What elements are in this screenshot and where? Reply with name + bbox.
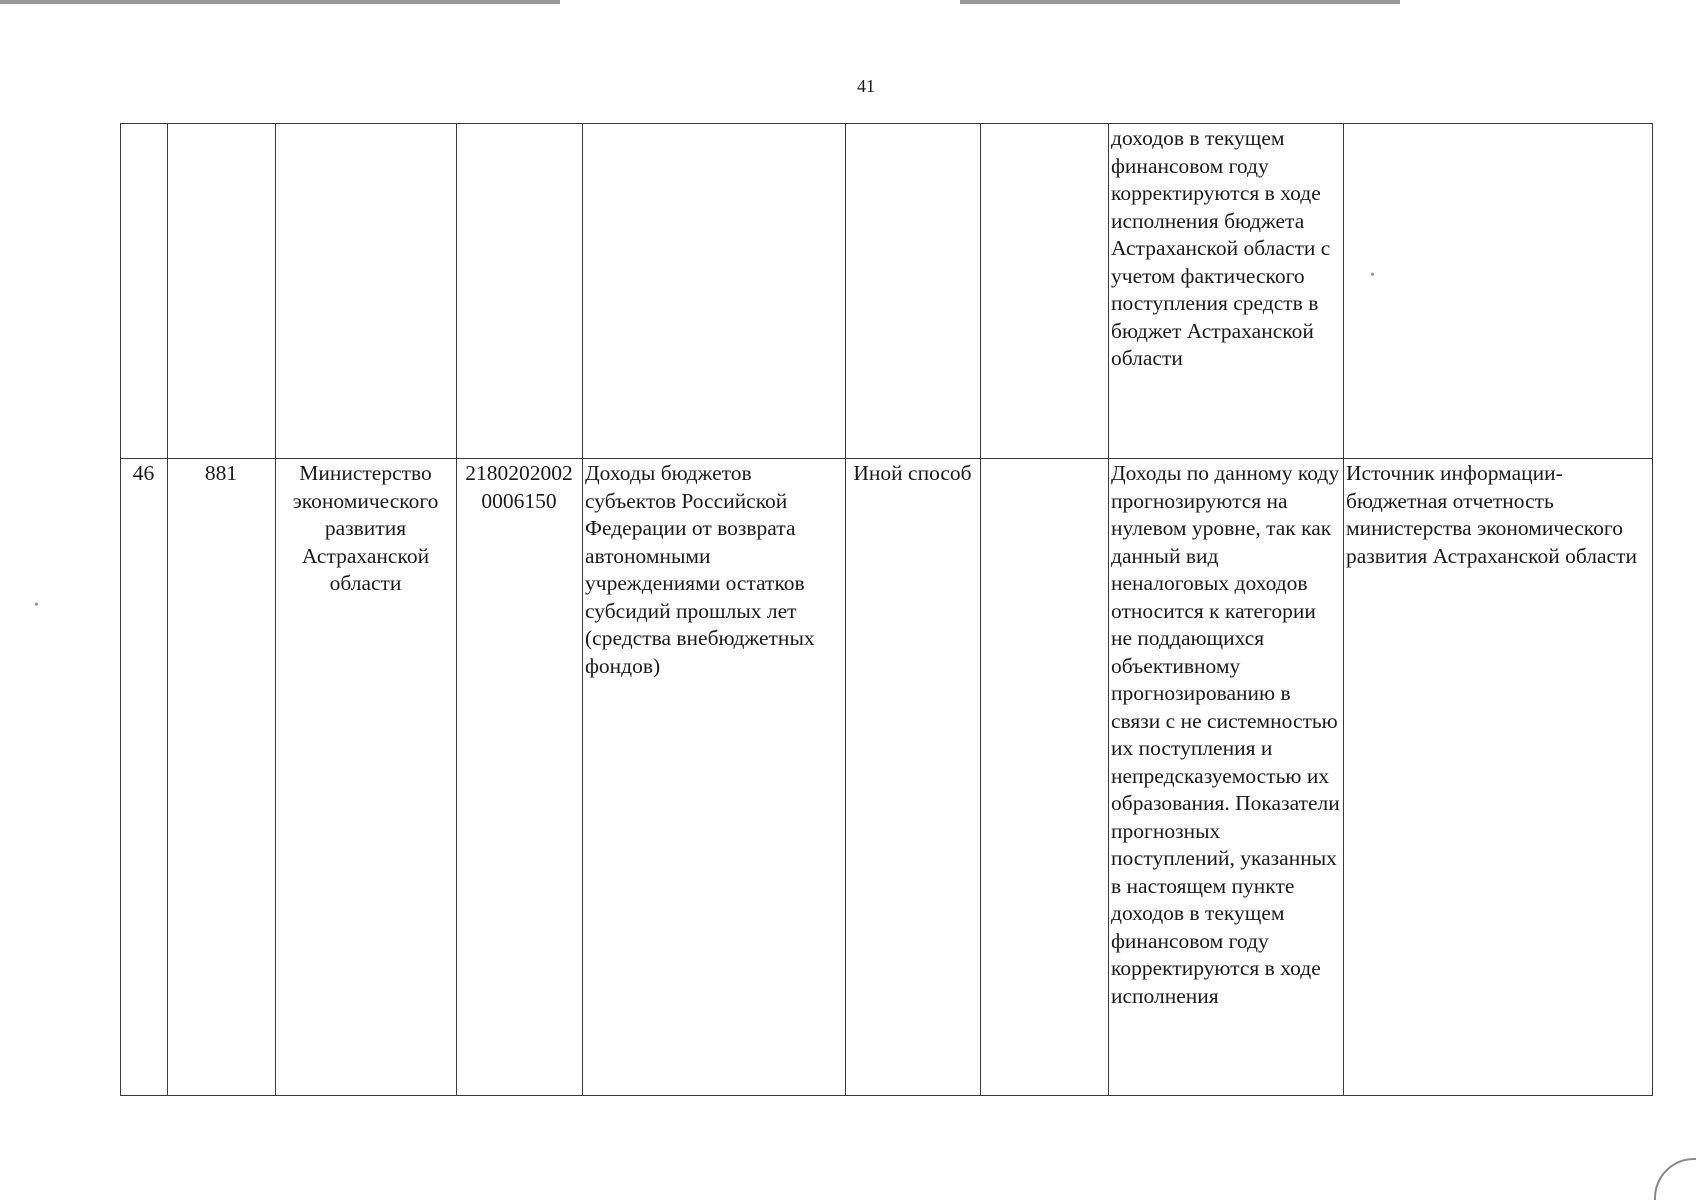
cell-income-name: Доходы бюджетов субъектов Российской Федерации от возврата автономными учреждениями остатков субсидий прошлых лет (средства внебюджетных фондов) bbox=[583, 459, 846, 1096]
cell-admin-code: 881 bbox=[168, 459, 276, 1096]
cell-row-number: 46 bbox=[121, 459, 168, 1096]
cell-kbk bbox=[457, 124, 583, 459]
cell-admin-code bbox=[168, 124, 276, 459]
scan-speck: • bbox=[1370, 268, 1375, 283]
page-corner-curl bbox=[1654, 1158, 1696, 1200]
scan-speck: • bbox=[34, 598, 39, 613]
cell-method: Иной способ bbox=[846, 459, 981, 1096]
cell-empty bbox=[981, 124, 1109, 459]
cell-administrator: Министерство экономического развития Астраханской области bbox=[276, 459, 457, 1096]
cell-method bbox=[846, 124, 981, 459]
cell-description: доходов в текущем финансовом году корректируются в ходе исполнения бюджета Астраханской области с учетом фактического поступления средств в бюджет Астраханской области bbox=[1109, 124, 1344, 459]
cell-income-name bbox=[583, 124, 846, 459]
cell-row-number bbox=[121, 124, 168, 459]
scan-edge-top bbox=[0, 0, 560, 4]
income-forecast-table bbox=[120, 123, 1653, 1096]
cell-administrator bbox=[276, 124, 457, 459]
scan-edge-top bbox=[960, 0, 1400, 4]
page-number: 41 bbox=[857, 76, 875, 96]
cell-source bbox=[1344, 124, 1653, 459]
table-row bbox=[121, 124, 1653, 459]
cell-kbk: 2180202002 0006150 bbox=[457, 459, 583, 1096]
cell-source: Источник информации-бюджетная отчетность министерства экономического развития Астраханской области bbox=[1344, 459, 1653, 1096]
cell-description: Доходы по данному коду прогнозируются на нулевом уровне, так как данный вид неналоговых доходов относится к категории не поддающихся объективному прогнозированию в связи с не системностью их поступления и непредсказуемостью их образования. Показатели прогнозных поступлений, указанных в настоящем пункте доходов в текущем финансовом году корректируются в ходе исполнения bbox=[1109, 459, 1344, 1096]
table-row bbox=[121, 459, 1653, 1096]
cell-empty bbox=[981, 459, 1109, 1096]
